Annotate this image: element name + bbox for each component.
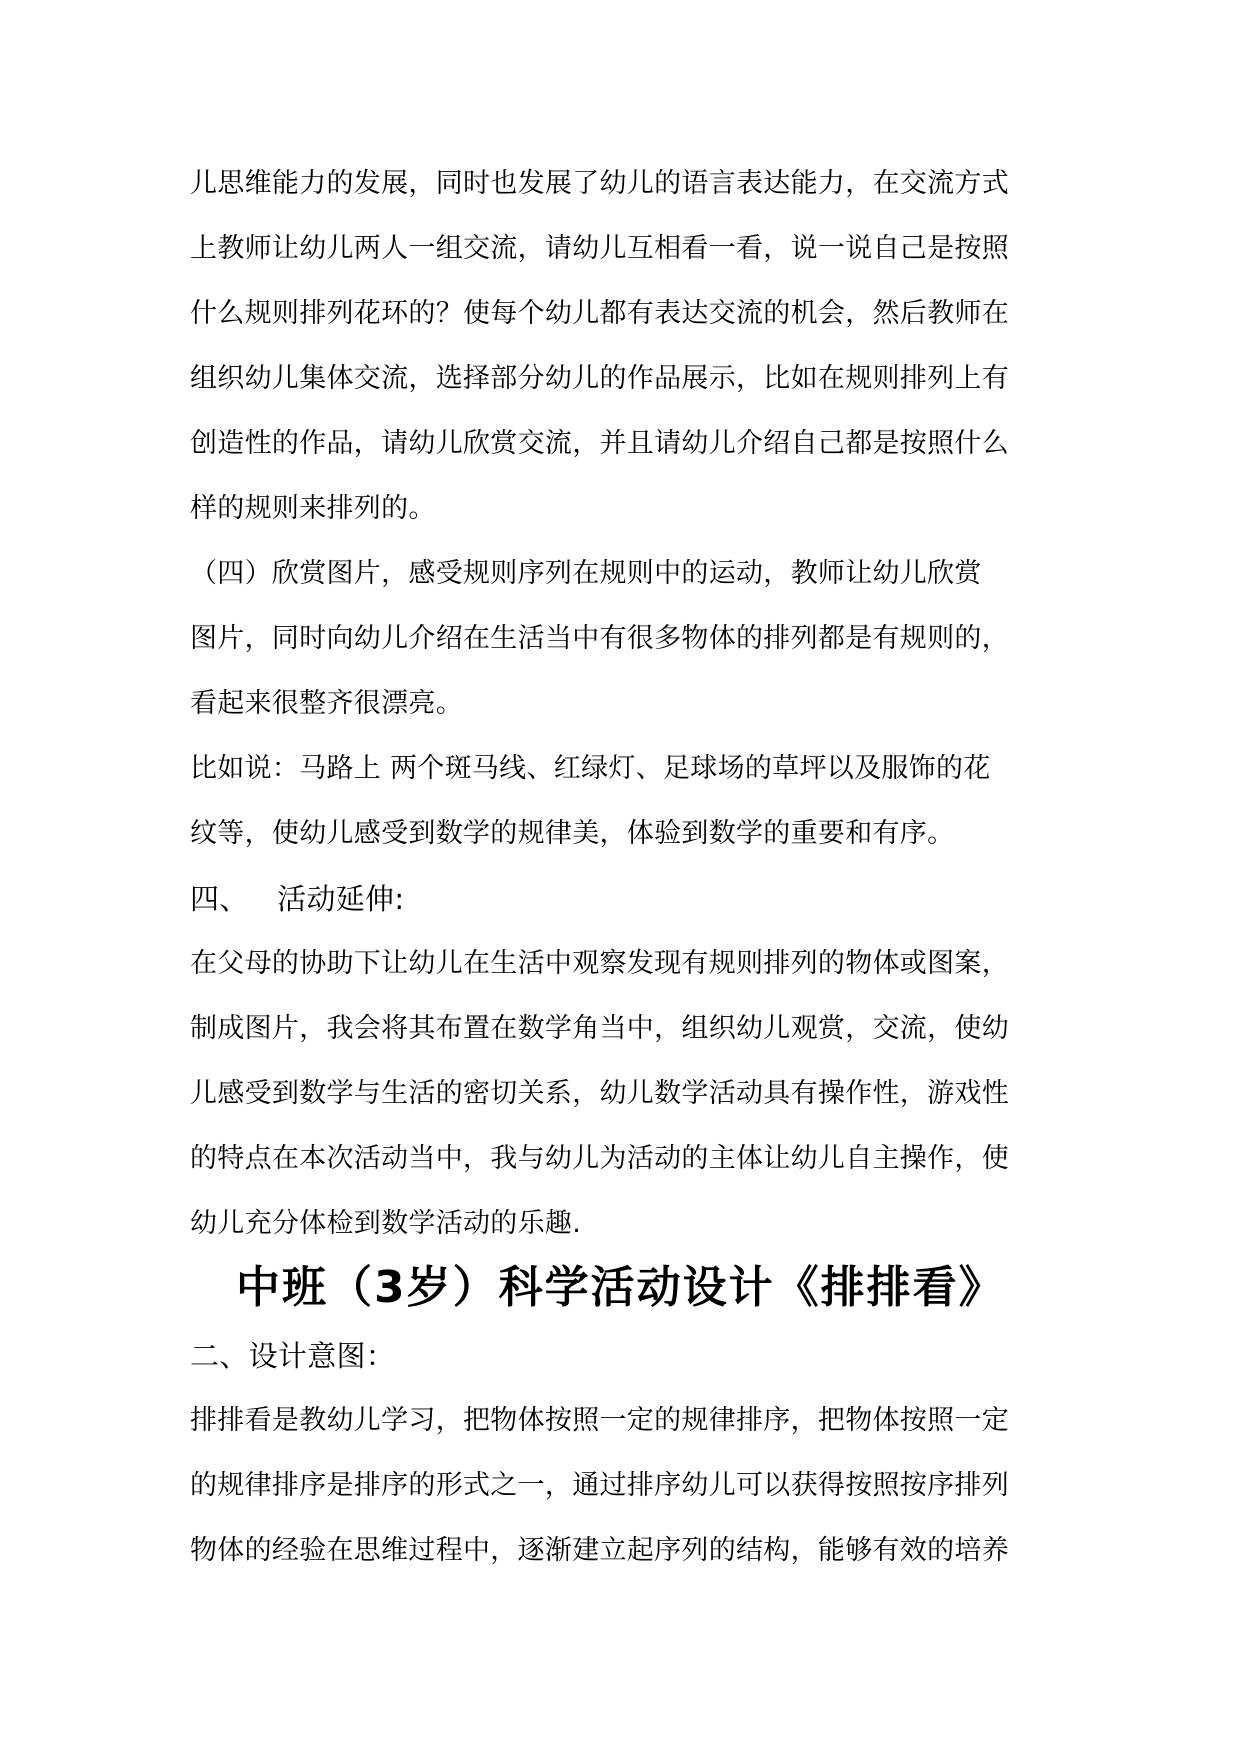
text-line: 制成图片，我会将其布置在数学角当中，组织幼儿观赏，交流，使幼 [190,1013,1009,1044]
text-line: 排排看是教幼儿学习，把物体按照一定的规律排序，把物体按照一定 [190,1405,1009,1436]
text-line: 儿思维能力的发展，同时也发展了幼儿的语言表达能力，在交流方式 [190,168,1009,199]
text-line: 的特点在本次活动当中，我与幼儿为活动的主体让幼儿自主操作，使 [190,1143,1009,1174]
document-title: 中班（3岁）科学活动设计《排排看》 [236,1262,1005,1313]
text-line: 幼儿充分体检到数学活动的乐趣. [190,1208,582,1239]
section-heading: 四、 活动延伸: [190,882,405,916]
text-line: （四）欣赏图片，感受规则序列在规则中的运动，教师让幼儿欣赏 [190,558,982,589]
text-line: 比如说：马路上 两个斑马线、红绿灯、足球场的草坪以及服饰的花 [190,753,991,784]
text-line: 纹等，使幼儿感受到数学的规律美，体验到数学的重要和有序。 [190,818,955,849]
text-line: 组织幼儿集体交流，选择部分幼儿的作品展示，比如在规则排列上有 [190,363,1009,394]
text-line: 的规律排序是排序的形式之一，通过排序幼儿可以获得按照按序排列 [190,1470,1009,1501]
text-line: 图片，同时向幼儿介绍在生活当中有很多物体的排列都是有规则的， [190,623,1009,654]
text-line: 看起来很整齐很漂亮。 [190,688,463,719]
text-line: 什么规则排列花环的？使每个幼儿都有表达交流的机会，然后教师在 [190,298,1009,329]
text-line: 样的规则来排列的。 [190,493,436,524]
text-line: 物体的经验在思维过程中，逐渐建立起序列的结构，能够有效的培养 [190,1535,1009,1566]
section-heading: 二、设计意图： [190,1339,396,1373]
text-line: 创造性的作品，请幼儿欣赏交流，并且请幼儿介绍自己都是按照什么 [190,428,1009,459]
text-line: 儿感受到数学与生活的密切关系，幼儿数学活动具有操作性，游戏性 [190,1078,1009,1109]
text-line: 上教师让幼儿两人一组交流，请幼儿互相看一看，说一说自己是按照 [190,233,1009,264]
text-line: 在父母的协助下让幼儿在生活中观察发现有规则排列的物体或图案， [190,948,1009,979]
